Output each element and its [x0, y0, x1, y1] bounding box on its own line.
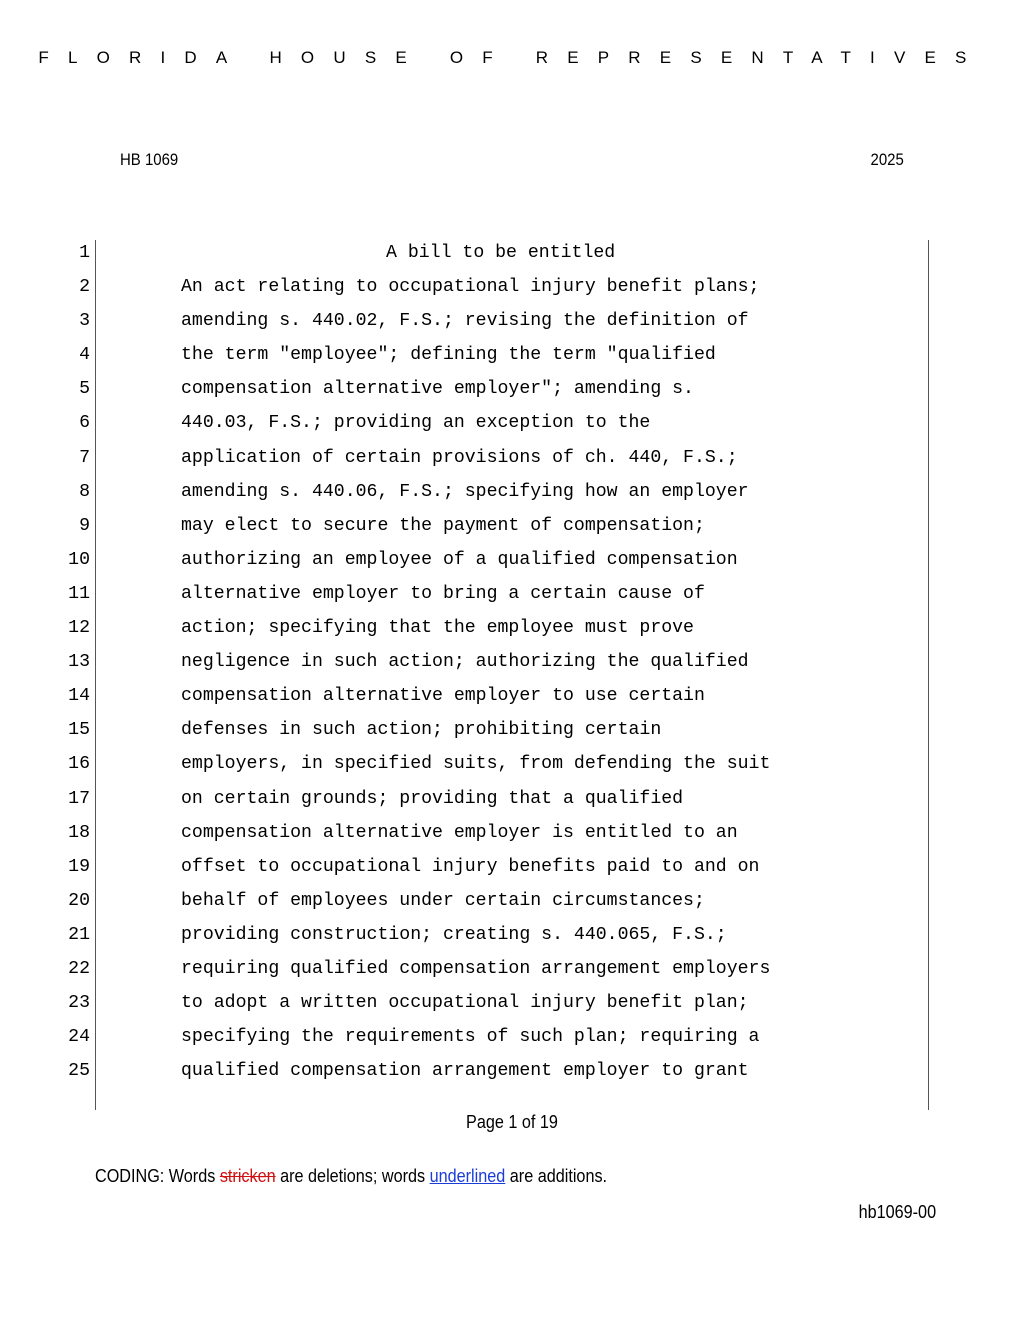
- bill-line: [0, 441, 1024, 475]
- document-id: hb1069-00: [858, 1202, 936, 1222]
- line-number: 7: [79, 447, 90, 468]
- line-number: 22: [68, 958, 90, 979]
- line-number: 23: [68, 993, 90, 1014]
- chamber-header: FLORIDA HOUSE OF REPRESENTATIVES: [38, 48, 986, 67]
- line-number: 13: [68, 652, 90, 673]
- line-number: 17: [68, 788, 90, 809]
- bill-line: [0, 782, 1024, 816]
- bill-year: 2025: [870, 150, 904, 169]
- bill-line: [0, 475, 1024, 509]
- page-number: Page 1 of 19: [466, 1112, 558, 1132]
- bill-line: [0, 1054, 1024, 1088]
- line-text: on certain grounds; providing that a qualified: [181, 788, 684, 809]
- coding-legend: [95, 1166, 607, 1187]
- line-number: 18: [68, 822, 90, 843]
- line-number: 12: [68, 618, 90, 639]
- coding-prefix: CODING: Words: [95, 1166, 220, 1186]
- line-number: 21: [68, 924, 90, 945]
- coding-middle: are deletions; words: [275, 1166, 430, 1186]
- bill-line: [0, 372, 1024, 406]
- line-number: 8: [79, 481, 90, 502]
- line-text: behalf of employees under certain circumstances;: [181, 890, 705, 911]
- bill-line: [0, 747, 1024, 781]
- line-number: 9: [79, 515, 90, 536]
- bill-line: [0, 406, 1024, 440]
- line-text: providing construction; creating s. 440.065, F.S.;: [181, 924, 727, 945]
- bill-line: [0, 850, 1024, 884]
- line-text: to adopt a written occupational injury benefit plan;: [181, 993, 749, 1014]
- bill-line: [0, 577, 1024, 611]
- line-text: may elect to secure the payment of compensation;: [181, 515, 705, 536]
- line-number: 5: [79, 379, 90, 400]
- bill-line: [0, 509, 1024, 543]
- underlined-example: underlined: [429, 1166, 506, 1186]
- line-text: compensation alternative employer is entitled to an: [181, 822, 738, 843]
- bill-line: [0, 1020, 1024, 1054]
- coding-suffix: are additions.: [505, 1166, 608, 1186]
- bill-line: [0, 270, 1024, 304]
- bill-line: [0, 236, 1024, 270]
- line-number: 6: [79, 413, 90, 434]
- bill-line: [0, 645, 1024, 679]
- bill-line: [0, 816, 1024, 850]
- line-text: qualified compensation arrangement employer to grant: [181, 1061, 749, 1082]
- bill-line: [0, 338, 1024, 372]
- line-number: 4: [79, 345, 90, 366]
- line-number: 10: [68, 549, 90, 570]
- line-text: amending s. 440.02, F.S.; revising the definition of: [181, 311, 749, 332]
- bill-line: [0, 543, 1024, 577]
- bill-line: [0, 986, 1024, 1020]
- line-number: 25: [68, 1061, 90, 1082]
- bill-line: [0, 952, 1024, 986]
- line-number: 20: [68, 890, 90, 911]
- bill-line: [0, 679, 1024, 713]
- line-text: compensation alternative employer to use certain: [181, 686, 705, 707]
- line-text: employers, in specified suits, from defending the suit: [181, 754, 771, 775]
- line-text: action; specifying that the employee must prove: [181, 618, 694, 639]
- line-text: defenses in such action; prohibiting certain: [181, 720, 662, 741]
- line-text: A bill to be entitled: [386, 243, 616, 263]
- line-text: An act relating to occupational injury benefit plans;: [181, 277, 760, 298]
- line-text: alternative employer to bring a certain cause of: [181, 583, 705, 604]
- bill-text-lines: [0, 236, 1024, 1088]
- line-text: requiring qualified compensation arrangement employers: [181, 958, 771, 979]
- line-text: negligence in such action; authorizing the qualified: [181, 652, 749, 673]
- bill-number: HB 1069: [120, 150, 179, 169]
- line-text: compensation alternative employer"; amending s.: [181, 379, 694, 400]
- line-number: 1: [79, 243, 90, 263]
- line-number: 19: [68, 856, 90, 877]
- stricken-example: stricken: [219, 1166, 276, 1186]
- line-text: offset to occupational injury benefits paid to and on: [181, 856, 760, 877]
- line-number: 16: [68, 754, 90, 775]
- bill-line: [0, 713, 1024, 747]
- line-number: 2: [79, 277, 90, 298]
- bill-line: [0, 611, 1024, 645]
- line-number: 24: [68, 1027, 90, 1048]
- line-text: amending s. 440.06, F.S.; specifying how an employer: [181, 481, 749, 502]
- bill-line: [0, 884, 1024, 918]
- line-text: application of certain provisions of ch. 440, F.S.;: [181, 447, 738, 468]
- line-number: 14: [68, 686, 90, 707]
- bill-line: [0, 304, 1024, 338]
- line-number: 11: [68, 583, 90, 604]
- bill-line: [0, 918, 1024, 952]
- line-text: the term "employee"; defining the term "qualified: [181, 345, 716, 366]
- line-text: specifying the requirements of such plan; requiring a: [181, 1027, 760, 1048]
- line-text: authorizing an employee of a qualified compensation: [181, 549, 738, 570]
- line-text: 440.03, F.S.; providing an exception to the: [181, 413, 651, 434]
- line-number: 15: [68, 720, 90, 741]
- line-number: 3: [79, 311, 90, 332]
